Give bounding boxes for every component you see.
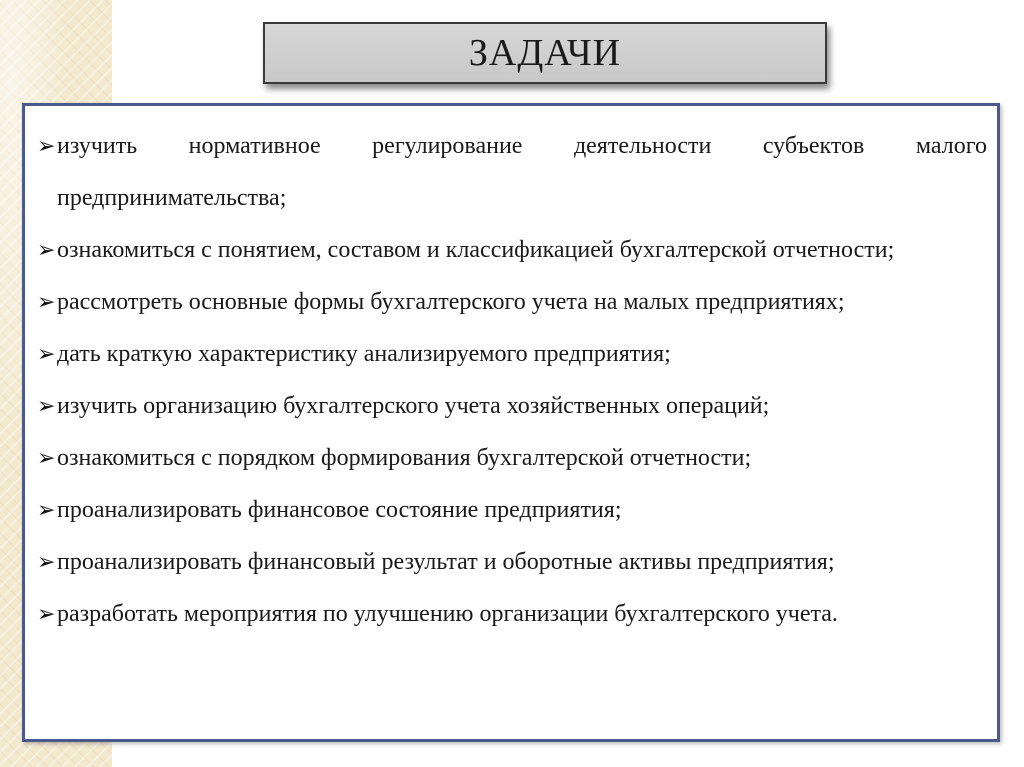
arrow-bullet-icon: ➢: [37, 289, 56, 314]
slide-title: ЗАДАЧИ: [468, 32, 622, 74]
task-text: разработать мероприятия по улучшению организации бухгалтерского учета.: [57, 601, 838, 627]
task-text: проанализировать финансовый результат и оборотные активы предприятия;: [57, 549, 835, 575]
task-text: проанализировать финансовое состояние предприятия;: [57, 497, 622, 523]
tasks-panel: [22, 103, 1000, 742]
arrow-bullet-icon: ➢: [37, 237, 56, 262]
task-text: ознакомиться с понятием, составом и классификацией бухгалтерской отчетности;: [57, 237, 895, 263]
task-item: [37, 224, 987, 276]
task-text: дать краткую характеристику анализируемого предприятия;: [57, 341, 671, 367]
task-item: [37, 328, 987, 380]
task-item: [37, 536, 987, 588]
task-item: [37, 276, 987, 328]
arrow-bullet-icon: ➢: [37, 497, 56, 522]
task-list: [25, 106, 997, 640]
arrow-bullet-icon: ➢: [37, 133, 56, 158]
arrow-bullet-icon: ➢: [37, 601, 56, 626]
task-text: рассмотреть основные формы бухгалтерского учета на малых предприятиях;: [57, 289, 845, 315]
arrow-bullet-icon: ➢: [37, 393, 56, 418]
task-text: ознакомиться с порядком формирования бухгалтерской отчетности;: [57, 445, 752, 471]
task-item: [37, 484, 987, 536]
task-text: изучить нормативное регулирование деятельности субъектов малого предпринимательства;: [57, 133, 987, 211]
task-item: [37, 120, 987, 224]
arrow-bullet-icon: ➢: [37, 549, 56, 574]
title-box: [263, 22, 827, 84]
arrow-bullet-icon: ➢: [37, 445, 56, 470]
arrow-bullet-icon: ➢: [37, 341, 56, 366]
task-text: изучить организацию бухгалтерского учета хозяйственных операций;: [57, 393, 770, 419]
task-item: [37, 588, 987, 640]
task-item: [37, 432, 987, 484]
task-item: [37, 380, 987, 432]
